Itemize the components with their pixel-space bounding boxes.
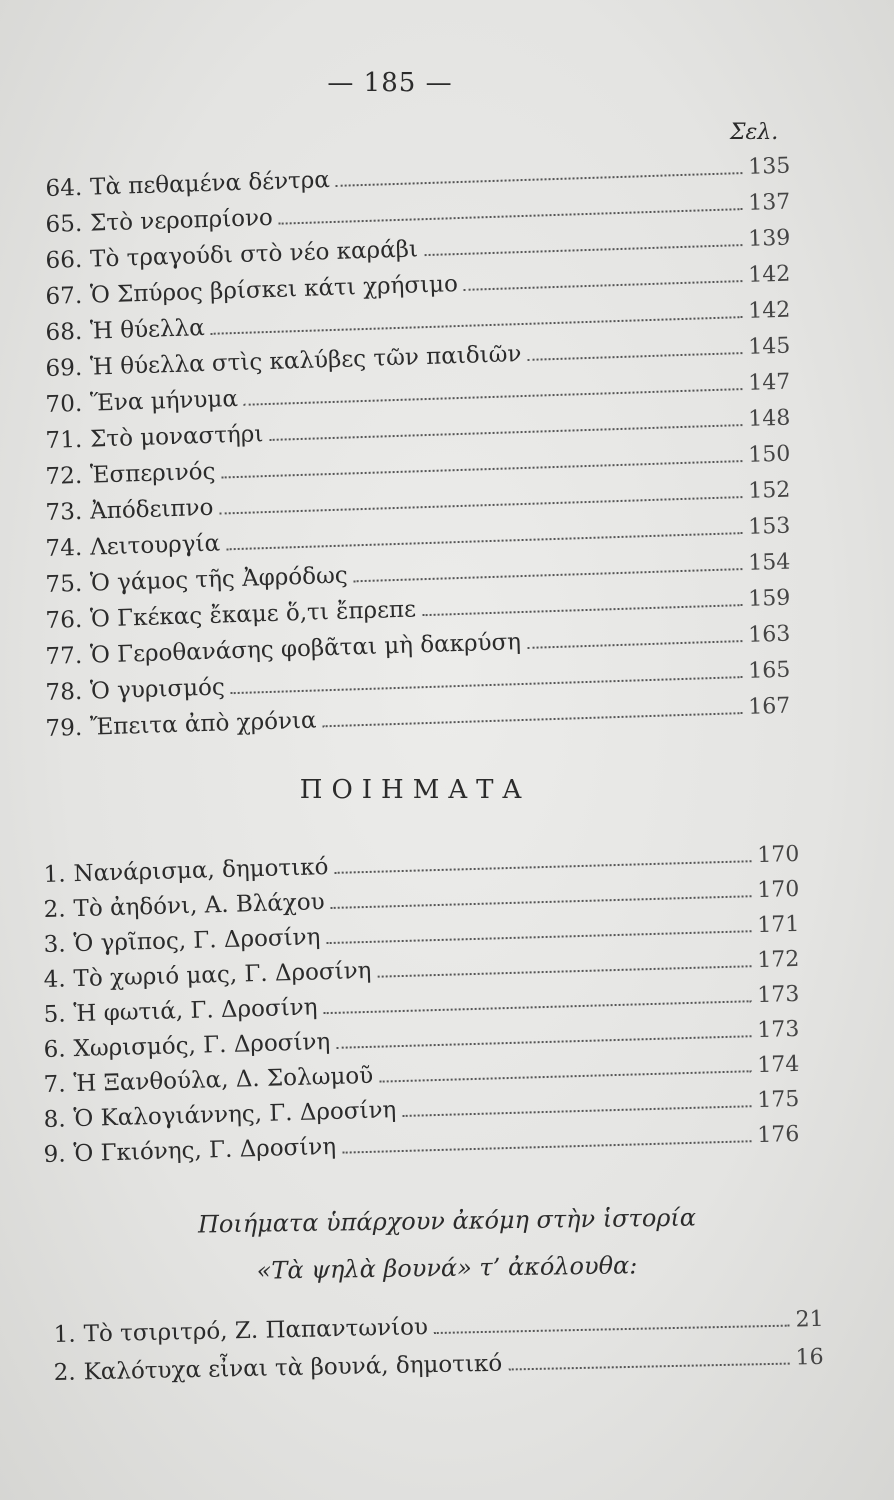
entry-title: Ὁ Γκιόνης, Γ. Δροσίνη: [73, 1133, 337, 1168]
entry-number: 67.: [45, 282, 83, 310]
entry-page: 165: [747, 657, 791, 684]
entry-title: Ὁ Καλογιάννης, Γ. Δροσίνη: [73, 1097, 397, 1133]
entry-number: 78.: [45, 678, 83, 706]
entry-page: 142: [747, 261, 791, 288]
entry-number: 66.: [45, 246, 83, 274]
note-line-1: Ποιήματα ὑπάρχουν ἀκόμη στὴν ἱστορία: [197, 1203, 697, 1239]
entry-page: 171: [757, 911, 800, 939]
entry-page: 147: [747, 369, 791, 396]
dot-leader: [222, 460, 743, 478]
entry-page: 137: [747, 189, 791, 216]
entry-page: 172: [757, 946, 800, 974]
dot-leader: [434, 1325, 790, 1334]
dot-leader: [508, 1363, 789, 1371]
entry-page: 170: [757, 876, 800, 904]
entry-number: 5.: [43, 1001, 66, 1028]
entry-number: 75.: [45, 570, 83, 598]
dot-leader: [336, 172, 742, 187]
list-item: [53, 1306, 823, 1348]
dot-leader: [220, 496, 743, 514]
dot-leader: [424, 244, 742, 256]
entry-number: 1.: [53, 1321, 76, 1348]
entry-number: 69.: [45, 354, 83, 382]
entry-page: 135: [747, 153, 791, 180]
entry-title: Ἡ φωτιά, Γ. Δροσίνη: [73, 994, 318, 1028]
note-line-2: «Τὰ ψηλὰ βουνά» τ’ ἀκόλουθα:: [256, 1251, 638, 1285]
entry-title: Ὁ γάμος τῆς Ἀφρόδως: [89, 562, 349, 597]
entry-title: Χωρισμός, Γ. Δροσίνη: [73, 1029, 331, 1063]
entry-number: 76.: [45, 606, 83, 634]
entry-title: Ἡ Ξανθούλα, Δ. Σολωμοῦ: [73, 1062, 374, 1098]
entry-number: 70.: [45, 390, 83, 418]
dot-leader: [211, 316, 743, 335]
entry-number: 77.: [45, 642, 83, 670]
dot-leader: [335, 860, 752, 874]
entry-page: 173: [757, 1016, 800, 1044]
dot-leader: [226, 532, 742, 550]
dot-leader: [336, 1035, 751, 1049]
dot-leader: [464, 280, 742, 291]
entry-number: 3.: [43, 931, 66, 958]
dot-leader: [326, 930, 751, 944]
dot-leader: [331, 895, 752, 909]
entry-number: 71.: [45, 426, 83, 454]
entry-number: 73.: [45, 498, 83, 526]
dot-leader: [379, 1070, 751, 1082]
entry-title: Τὸ τραγούδι στὸ νέο καράβι: [89, 236, 419, 273]
entry-number: 68.: [45, 318, 83, 346]
entry-title: Ἔπειτα ἀπὸ χρόνια: [89, 707, 317, 741]
entry-title: Ὁ γρῖπος, Γ. Δροσίνη: [73, 924, 321, 958]
entry-page: 176: [757, 1121, 800, 1149]
entry-page: 175: [757, 1086, 800, 1114]
dot-leader: [342, 1140, 751, 1153]
entry-number: 72.: [45, 462, 83, 490]
entry-title: Ὁ Γκέκας ἔκαμε ὅ,τι ἔπρεπε: [89, 596, 417, 633]
dot-leader: [354, 568, 743, 582]
dot-leader: [527, 640, 742, 649]
entry-page: 167: [747, 693, 791, 720]
entry-title: Ὁ Σπύρος βρίσκει κάτι χρήσιμο: [89, 271, 459, 309]
entry-page: 174: [757, 1051, 800, 1079]
entry-number: 74.: [45, 534, 83, 562]
page-number: — 185 —: [327, 68, 453, 98]
entry-number: 1.: [43, 861, 66, 888]
entry-title: Ὁ Γεροθανάσης φοβᾶται μὴ δακρύση: [89, 629, 522, 669]
entry-page: 153: [747, 513, 791, 540]
dot-leader: [402, 1105, 751, 1117]
entry-title: Νανάρισμα, δημοτικό: [73, 854, 329, 888]
entry-title: Τὸ τσιριτρό, Ζ. Παπαντωνίου: [83, 1314, 429, 1348]
dot-leader: [279, 208, 743, 225]
entry-title: Καλότυχα εἶναι τὰ βουνά, δημοτικό: [83, 1350, 503, 1386]
entry-page: 21: [795, 1306, 824, 1333]
entry-number: 64.: [45, 174, 83, 202]
entry-page: 170: [757, 841, 800, 869]
entry-page: 152: [747, 477, 791, 504]
entry-page: 154: [747, 549, 791, 576]
entry-number: 7.: [43, 1071, 66, 1098]
entry-title: Ἡ θύελλα: [89, 315, 206, 345]
entry-page: 159: [747, 585, 791, 612]
entry-title: Ἑσπερινός: [89, 458, 216, 489]
entry-page: 148: [747, 405, 791, 432]
dot-leader: [422, 604, 742, 616]
entry-title: Στὸ νεροπρίονο: [89, 204, 274, 237]
entry-page: 173: [757, 981, 800, 1009]
entry-number: 6.: [43, 1036, 66, 1063]
dot-leader: [528, 352, 743, 361]
dot-leader: [244, 388, 742, 406]
entry-number: 79.: [45, 714, 83, 742]
entry-title: Στὸ μοναστήρι: [89, 421, 264, 453]
entry-page: 163: [747, 621, 791, 648]
entry-title: Λειτουργία: [89, 530, 221, 561]
dot-leader: [324, 1000, 752, 1014]
entry-page: 16: [795, 1344, 824, 1371]
entry-page: 145: [747, 333, 791, 360]
dot-leader: [269, 424, 742, 441]
dot-leader: [378, 965, 752, 977]
entry-number: 2.: [53, 1359, 76, 1386]
page-column-header: Σελ.: [730, 120, 779, 145]
entry-number: 9.: [43, 1141, 66, 1168]
entry-title: Ἡ θύελλα στὶς καλύβες τῶν παιδιῶν: [89, 341, 522, 381]
entry-number: 8.: [43, 1106, 66, 1133]
dot-leader: [323, 712, 743, 727]
entry-title: Ὁ γυρισμός: [89, 674, 226, 705]
list-item: [53, 1344, 823, 1386]
entry-title: Τὸ χωριό μας, Γ. Δροσίνη: [73, 957, 372, 993]
entry-title: Τὰ πεθαμένα δέντρα: [89, 167, 331, 201]
entry-title: Ἀπόδειπνο: [89, 494, 214, 525]
entry-page: 139: [747, 225, 791, 252]
poems-section-title: ΠΟΙΗΜΑΤΑ: [299, 775, 531, 805]
entry-page: 150: [747, 441, 791, 468]
entry-number: 4.: [43, 966, 66, 993]
entry-title: Ἕνα μήνυμα: [89, 385, 239, 417]
entry-page: 142: [747, 297, 791, 324]
entry-number: 65.: [45, 210, 83, 238]
dot-leader: [231, 676, 742, 694]
entry-title: Τὸ ἀηδόνι, Α. Βλάχου: [73, 889, 325, 923]
entry-number: 2.: [43, 896, 66, 923]
